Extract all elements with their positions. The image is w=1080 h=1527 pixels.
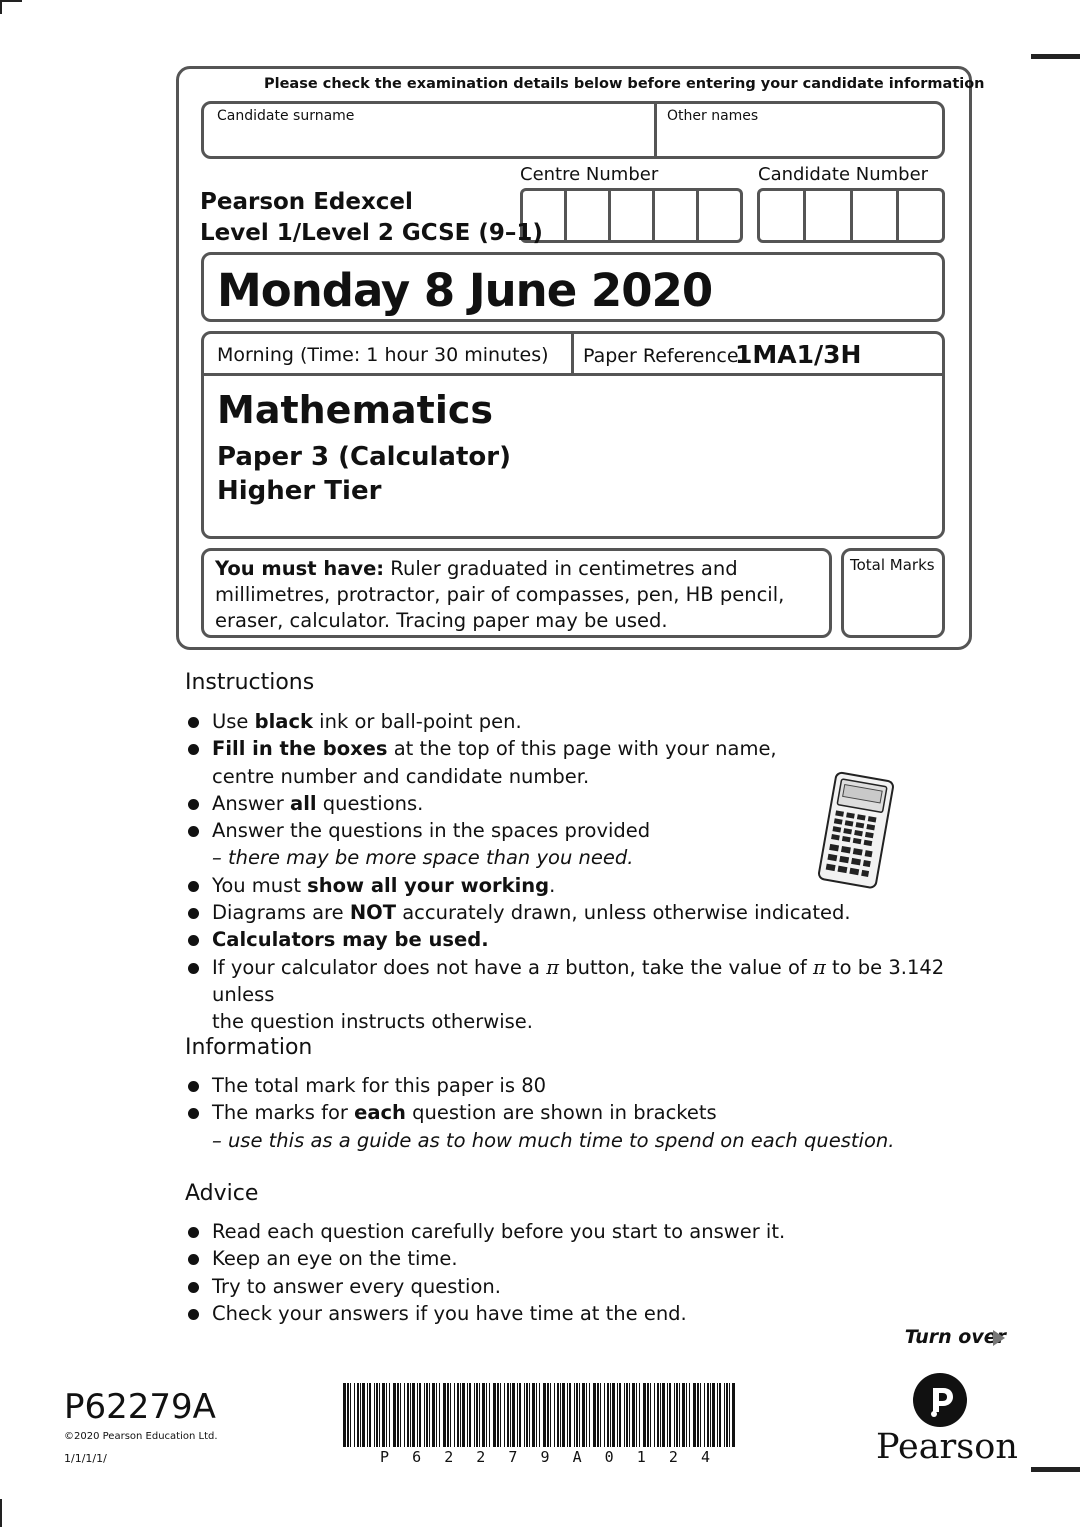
barcode-bar (532, 1383, 535, 1447)
digit-box[interactable] (699, 191, 740, 240)
tier-title: Higher Tier (217, 476, 382, 506)
barcode-bar (429, 1383, 430, 1447)
paper-title: Paper 3 (Calculator) (217, 442, 511, 472)
list-item: The total mark for this paper is 80 (185, 1072, 945, 1099)
barcode-bar (343, 1383, 346, 1447)
barcode-bar (629, 1383, 630, 1447)
barcode-bar (610, 1383, 611, 1447)
barcode-bar (536, 1383, 537, 1447)
advice-list (185, 1218, 945, 1327)
publisher-name: Pearson (876, 1427, 1018, 1467)
barcode-bar (436, 1383, 437, 1447)
barcode-bar (554, 1383, 555, 1447)
barcode-char: 4 (700, 1448, 710, 1466)
barcode-bar (462, 1383, 465, 1447)
barcode-bar (469, 1383, 471, 1447)
barcode-bar (376, 1383, 378, 1447)
barcode-bar (362, 1383, 365, 1447)
barcode-bar (432, 1383, 435, 1447)
list-item: Read each question carefully before you start to answer it. (185, 1218, 945, 1245)
barcode-char: 6 (412, 1448, 422, 1466)
barcode-bar (617, 1383, 618, 1447)
barcode-bar (567, 1383, 568, 1447)
barcode-bar (719, 1383, 721, 1447)
barcode-bar (454, 1383, 455, 1447)
barcode-bar (574, 1383, 575, 1447)
barcode-bar (662, 1383, 665, 1447)
digit-box[interactable] (567, 191, 611, 240)
barcode-bar (636, 1383, 637, 1447)
requirements-text (215, 556, 825, 634)
barcode-bar (654, 1383, 655, 1447)
barcode-bar (693, 1383, 696, 1447)
paper-reference-label: Paper Reference (583, 345, 739, 367)
list-item: Diagrams are NOT accurately drawn, unless otherwise indicated. (185, 899, 945, 926)
barcode-bar (626, 1383, 628, 1447)
barcode-bar (374, 1383, 375, 1447)
barcode-bar (497, 1383, 499, 1447)
centre-number-boxes[interactable] (520, 188, 743, 243)
barcode-bar (512, 1383, 515, 1447)
barcode-bar (597, 1383, 599, 1447)
list-item: Fill in the boxes at the top of this page with your name, centre number and candidate number. (185, 735, 945, 790)
barcode-bar (547, 1383, 549, 1447)
barcode-bar (539, 1383, 540, 1447)
barcode-bar (447, 1383, 449, 1447)
barcode-text (380, 1448, 710, 1466)
pearson-logo-icon (912, 1372, 968, 1428)
barcode-bar (586, 1383, 587, 1447)
must-have-label: You must have: (215, 557, 385, 580)
barcode-bar (457, 1383, 459, 1447)
must-have-items: Ruler graduated in centimetres and millimetres, protractor, pair of compasses, pen, HB pencil, eraser, calculator. Tracing paper may be used. (215, 557, 785, 632)
barcode-bar (517, 1383, 518, 1447)
barcode-bar (357, 1383, 359, 1447)
barcode-bar (600, 1383, 601, 1447)
digit-box[interactable] (853, 191, 899, 240)
exam-board: Pearson Edexcel (200, 189, 413, 215)
list-item: Check your answers if you have time at the end. (185, 1300, 945, 1327)
barcode-bar (726, 1383, 728, 1447)
barcode-bar (367, 1383, 368, 1447)
barcode-bar (707, 1383, 709, 1447)
barcode-bar (476, 1383, 478, 1447)
list-item: Try to answer every question. (185, 1273, 945, 1300)
barcode-bar (412, 1383, 415, 1447)
barcode-bar (562, 1383, 565, 1447)
information-list (185, 1072, 945, 1154)
barcode-bar (369, 1383, 371, 1447)
calculator-icon (812, 770, 898, 890)
crop-mark (0, 1499, 2, 1527)
list-item: Answer all questions. (185, 790, 945, 817)
exam-date: Monday 8 June 2020 (217, 264, 713, 317)
barcode-bar (560, 1383, 561, 1447)
barcode-bar (382, 1383, 385, 1447)
barcode-bar (686, 1383, 687, 1447)
barcode-bar (612, 1383, 615, 1447)
candidate-number-boxes[interactable] (757, 188, 945, 243)
digit-box[interactable] (760, 191, 806, 240)
barcode-char: 2 (668, 1448, 678, 1466)
version-code: 1/1/1/1/ (64, 1452, 107, 1465)
barcode-bar (650, 1383, 651, 1447)
barcode-bar (624, 1383, 625, 1447)
candidate-number-label: Candidate Number (758, 164, 929, 185)
barcode-bar (482, 1383, 485, 1447)
barcode-bar (710, 1383, 711, 1447)
barcode-char: 2 (476, 1448, 486, 1466)
barcode-bar (386, 1383, 387, 1447)
barcode-bar (607, 1383, 609, 1447)
barcode-bar (619, 1383, 621, 1447)
paper-reference-code: 1MA1/3H (735, 340, 862, 369)
barcode-bar (400, 1383, 401, 1447)
barcode-bar (354, 1383, 355, 1447)
barcode-bar (393, 1383, 396, 1447)
barcode-bar (569, 1383, 571, 1447)
barcode-bar (657, 1383, 659, 1447)
digit-box[interactable] (655, 191, 699, 240)
barcode-bar (704, 1383, 705, 1447)
barcode-bar (379, 1383, 380, 1447)
barcode-bar (424, 1383, 425, 1447)
barcode-char: 0 (604, 1448, 614, 1466)
crop-mark (0, 0, 22, 2)
barcode-bar (669, 1383, 671, 1447)
list-item: Keep an eye on the time. (185, 1245, 945, 1272)
barcode-bar (579, 1383, 580, 1447)
digit-box[interactable] (611, 191, 655, 240)
barcode-bar (407, 1383, 409, 1447)
barcode-bar (450, 1383, 451, 1447)
barcode-bar (700, 1383, 701, 1447)
barcode-bar (639, 1383, 640, 1447)
session-time: Morning (Time: 1 hour 30 minutes) (217, 344, 549, 366)
barcode-bar (679, 1383, 680, 1447)
triangle-right-icon (993, 1330, 1005, 1346)
barcode-char: 2 (444, 1448, 454, 1466)
barcode-bar (724, 1383, 725, 1447)
barcode-bar (439, 1383, 440, 1447)
turn-over-label: Turn over (904, 1326, 1006, 1348)
barcode-bar (543, 1383, 546, 1447)
list-item: Calculators may be used. (185, 926, 945, 953)
information-heading: Information (185, 1035, 313, 1060)
barcode-bar (417, 1383, 418, 1447)
barcode-bar (347, 1383, 349, 1447)
barcode-bar (697, 1383, 699, 1447)
barcode-bar (557, 1383, 559, 1447)
barcode-bar (647, 1383, 649, 1447)
subject-title: Mathematics (217, 388, 494, 432)
barcode-bar (660, 1383, 661, 1447)
centre-number-label: Centre Number (520, 164, 659, 185)
barcode-bar (676, 1383, 678, 1447)
barcode-bar (682, 1383, 685, 1447)
barcode-bar (717, 1383, 718, 1447)
barcode-char: 9 (540, 1448, 550, 1466)
barcode-bar (389, 1383, 390, 1447)
advice-heading: Advice (185, 1181, 259, 1206)
barcode (343, 1383, 735, 1447)
barcode-bar (667, 1383, 668, 1447)
barcode-bar (504, 1383, 505, 1447)
barcode-char: A (572, 1448, 582, 1466)
crop-mark (1031, 1467, 1080, 1472)
barcode-char: 1 (636, 1448, 646, 1466)
crop-mark (1031, 54, 1080, 59)
barcode-bar (486, 1383, 487, 1447)
barcode-bar (419, 1383, 421, 1447)
barcode-bar (529, 1383, 530, 1447)
crop-mark (0, 0, 2, 14)
barcode-bar (474, 1383, 475, 1447)
surname-label: Candidate surname (217, 108, 355, 124)
barcode-bar (360, 1383, 361, 1447)
barcode-bar (524, 1383, 525, 1447)
check-details-note: Please check the examination details below before entering your candidate information (264, 76, 985, 92)
list-item: If your calculator does not have a π button, take the value of π to be 3.142 unless the question instructs otherwise. (185, 954, 945, 1036)
barcode-bar (510, 1383, 511, 1447)
barcode-bar (519, 1383, 521, 1447)
barcode-bar (712, 1383, 715, 1447)
barcode-bar (493, 1383, 496, 1447)
barcode-bar (467, 1383, 468, 1447)
other-names-label: Other names (667, 108, 759, 124)
barcode-bar (582, 1383, 585, 1447)
barcode-bar (576, 1383, 578, 1447)
barcode-bar (593, 1383, 596, 1447)
qualification: Level 1/Level 2 GCSE (9–1) (200, 220, 543, 246)
list-item: The marks for each question are shown in brackets – use this as a guide as to how much time to spend on each question. (185, 1099, 945, 1154)
barcode-bar (507, 1383, 509, 1447)
list-item: Answer the questions in the spaces provided – there may be more space than you need. (185, 817, 945, 872)
barcode-bar (589, 1383, 590, 1447)
barcode-bar (632, 1383, 635, 1447)
barcode-bar (643, 1383, 646, 1447)
barcode-bar (460, 1383, 461, 1447)
total-marks-label: Total Marks (850, 556, 935, 574)
instructions-heading: Instructions (185, 670, 315, 695)
barcode-bar (443, 1383, 446, 1447)
copyright: ©2020 Pearson Education Ltd. (64, 1431, 218, 1442)
barcode-bar (426, 1383, 428, 1447)
divider (571, 334, 574, 376)
barcode-bar (729, 1383, 730, 1447)
paper-code: P62279A (64, 1387, 216, 1427)
barcode-bar (350, 1383, 351, 1447)
barcode-char: P (380, 1448, 390, 1466)
list-item: Use black ink or ball-point pen. (185, 708, 945, 735)
digit-box[interactable] (806, 191, 852, 240)
barcode-bar (604, 1383, 605, 1447)
barcode-bar (526, 1383, 528, 1447)
barcode-char: 7 (508, 1448, 518, 1466)
barcode-bar (689, 1383, 690, 1447)
barcode-bar (479, 1383, 480, 1447)
digit-box[interactable] (899, 191, 942, 240)
list-item: You must show all your working. (185, 872, 945, 899)
barcode-bar (500, 1383, 501, 1447)
barcode-bar (550, 1383, 551, 1447)
barcode-bar (674, 1383, 675, 1447)
name-divider (654, 104, 657, 156)
barcode-bar (397, 1383, 399, 1447)
barcode-bar (732, 1383, 735, 1447)
barcode-bar (404, 1383, 405, 1447)
barcode-bar (489, 1383, 490, 1447)
barcode-bar (410, 1383, 411, 1447)
